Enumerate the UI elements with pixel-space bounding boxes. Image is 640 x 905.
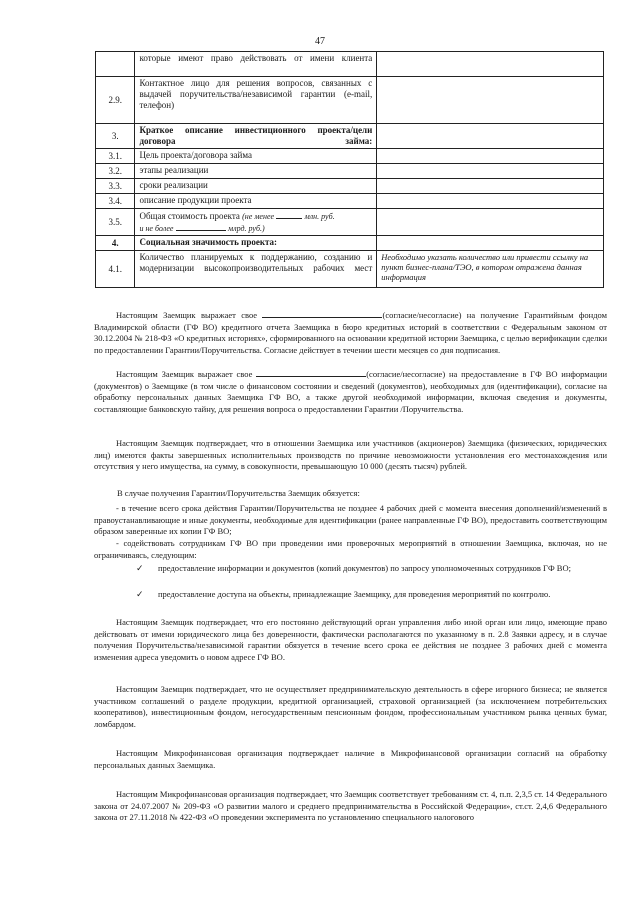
cost-mlrd-unit: млрд. руб.) [227, 224, 265, 233]
checklist-text: предоставление доступа на объекты, принадлежащие Заемщику, для проведения мероприятий по контролю. [158, 589, 551, 599]
row-number: 3.4. [96, 194, 135, 209]
consent-blank[interactable] [262, 309, 382, 318]
row-label-cost [135, 209, 377, 236]
row-number [96, 52, 135, 77]
cost-mln-unit: млн. руб. [304, 212, 335, 221]
row-number: 3.3. [96, 179, 135, 194]
paragraph-obligation-docs [94, 503, 607, 538]
paragraph-obligations-intro: В случае получения Гарантии/Поручительства Заемщик обязуется: [117, 488, 360, 498]
table-row [96, 251, 604, 288]
cost-max-blank[interactable] [176, 222, 226, 231]
row-value-cell[interactable] [377, 209, 604, 236]
consent-body: (согласие/несогласие) на получение Гарантийным фондом Владимирской области (ГФ ВО) кредитного отчета Заемщика в бюро кредитных историй в соответствии с Федеральным законом от 30.12.2004 № 218-ФЗ «О кредитных историях», сформированного на основании кредитной истории Заемщика, с целью верификации сделки по предоставлении Гарантии/Поручительства. Согласие действует в течении шести месяцев со дня подписания. [94, 310, 607, 355]
page-number: 47 [315, 36, 325, 47]
table-row [96, 236, 604, 251]
paragraph-text: Настоящим Микрофинансовая организация подтверждает, что Заемщик соответствует требованиям ст. 4, п.п. 2,3,5 ст. 14 Федерального закона от 24.07.2007 № 209-ФЗ «О развитии малого и среднего предпринимательства в Российской Федерации», ст.ст. 2,4,6 Федерального закона от 27.11.2018 № 422-ФЗ «О проведении эксперимента по установлению специального налогового [94, 789, 607, 822]
cost-prefix: (не менее [242, 212, 275, 221]
table-row [96, 194, 604, 209]
row-value-cell[interactable] [377, 179, 604, 194]
row-label: Контактное лицо для решения вопросов, связанных с выдачей поручительства/независимой гарантии (e-mail, телефон) [135, 77, 377, 124]
consent-intro: Настоящим Заемщик выражает свое [116, 310, 258, 320]
row-label: этапы реализации [135, 164, 377, 179]
checklist-item [136, 589, 606, 601]
paragraph-text: Настоящим Заемщик подтверждает, что не осуществляет предпринимательскую деятельность в сфере игорного бизнеса; не является участником соглашений о разделе продукции, кредитной организацией, страховой организацией (за исключением потребительских кооперативов), инвестиционным фондом, негосударственным пенсионным фондом, профессиональным участником рынка ценных бумаг, ломбардом. [94, 684, 607, 729]
paragraph-text: Настоящим Микрофинансовая организация подтверждает наличие в Микрофинансовой организации согласий на обработку персональных данных Заемщика. [94, 748, 607, 770]
table-row [96, 52, 604, 77]
paragraph-enforcement [94, 438, 607, 473]
paragraph-text: Настоящим Заемщик подтверждает, что в отношении Заемщика или участников (акционеров) Заемщика (физических, юридических лиц) имеются факты завершенных исполнительных производств по причине невозможности установления его местонахождения или отсутствия у него имущества, на сумму, в совокупности, превышающую 10 000 (десять тысяч) рублей. [94, 438, 607, 471]
paragraph-mfo-compliance [94, 789, 607, 824]
checklist-item [136, 563, 606, 575]
cost-min-blank[interactable] [276, 210, 302, 219]
table-row [96, 77, 604, 124]
row-number: 3.5. [96, 209, 135, 236]
row-label: сроки реализации [135, 179, 377, 194]
table-row [96, 149, 604, 164]
row-value-cell[interactable] [377, 77, 604, 124]
checkmark-icon: ✓ [136, 589, 144, 599]
row-value-cell[interactable] [377, 124, 604, 149]
row-number: 4. [96, 236, 135, 251]
table-row [96, 209, 604, 236]
paragraph-business-confirmation [94, 684, 607, 730]
row-number: 2.9. [96, 77, 135, 124]
consent-body: (согласие/несогласие) на предоставление в ГФ ВО информации (документов) о Заемщике (в том числе о финансовом состоянии и сведений (документов), необходимых для (идентификации), согласие на обработку персональных данных Заемщика ГФ ВО, а также другой необходимой информации, включая сведения и документы, составляющие банковскую тайну, для решения вопроса о предоставлении Гарантии /Поручительства. [94, 369, 607, 414]
consent-intro: Настоящим Заемщик выражает свое [116, 369, 253, 379]
row-number: 3. [96, 124, 135, 149]
row-label: Цель проекта/договора займа [135, 149, 377, 164]
row-value-cell[interactable] [377, 52, 604, 77]
row-label: описание продукции проекта [135, 194, 377, 209]
paragraph-text: - в течение всего срока действия Гарантии/Поручительства не позднее 4 рабочих дней с момента внесения дополнений/изменений в правоустанавливающие и иные документы, необходимые для идентификации (ранее направленные ГФ ВО), предоставить соответствующим образом заверенные их копии ГФ ВО; [94, 503, 607, 536]
cost-label: Общая стоимость проекта [139, 211, 240, 221]
row-note: Необходимо указать количество или привести ссылку на пункт бизнес-плана/ТЭО, в котором отражена данная информация [377, 251, 604, 288]
cost-and: и не более [139, 224, 174, 233]
paragraph-obligation-assist [94, 538, 607, 561]
paragraph-text: Настоящим Заемщик подтверждает, что его постоянно действующий орган управления либо иной орган или лицо, имеющие право действовать от имени юридического лица без доверенности, фактически располагаются по указанному в п. 2.8 Заявки адресу, и в случае получения Поручительства/независимой гарантии обязуется в течение всего срока ее действия не позднее 3 рабочих дней с момента изменения адреса уведомить о новом адресе ГФ ВО. [94, 617, 607, 662]
paragraph-info-consent [94, 368, 607, 415]
table-row [96, 164, 604, 179]
checkmark-icon: ✓ [136, 563, 144, 573]
row-number: 3.1. [96, 149, 135, 164]
table-row [96, 179, 604, 194]
row-label: Краткое описание инвестиционного проекта/цели договора займа: [135, 124, 377, 149]
row-value-cell[interactable] [377, 149, 604, 164]
row-label: Количество планируемых к поддержанию, созданию и модернизации высокопроизводительных рабочих мест [135, 251, 377, 288]
application-table [95, 51, 604, 288]
paragraph-text: - содействовать сотрудникам ГФ ВО при проведении ими проверочных мероприятий в отношении Заемщика, включая, но не ограничиваясь, следующим: [94, 538, 607, 560]
row-value-cell[interactable] [377, 194, 604, 209]
table-row [96, 124, 604, 149]
row-number: 3.2. [96, 164, 135, 179]
paragraph-mfo-consent [94, 748, 607, 771]
row-label: Социальная значимость проекта: [135, 236, 377, 251]
paragraph-address-confirmation [94, 617, 607, 663]
checklist-text: предоставление информации и документов (копий документов) по запросу уполномоченных сотрудников ГФ ВО; [158, 563, 571, 573]
paragraph-credit-report-consent [94, 309, 607, 356]
row-label: которые имеют право действовать от имени клиента [135, 52, 377, 77]
row-value-cell[interactable] [377, 164, 604, 179]
row-value-cell[interactable] [377, 236, 604, 251]
row-number: 4.1. [96, 251, 135, 288]
consent-blank[interactable] [256, 368, 366, 377]
